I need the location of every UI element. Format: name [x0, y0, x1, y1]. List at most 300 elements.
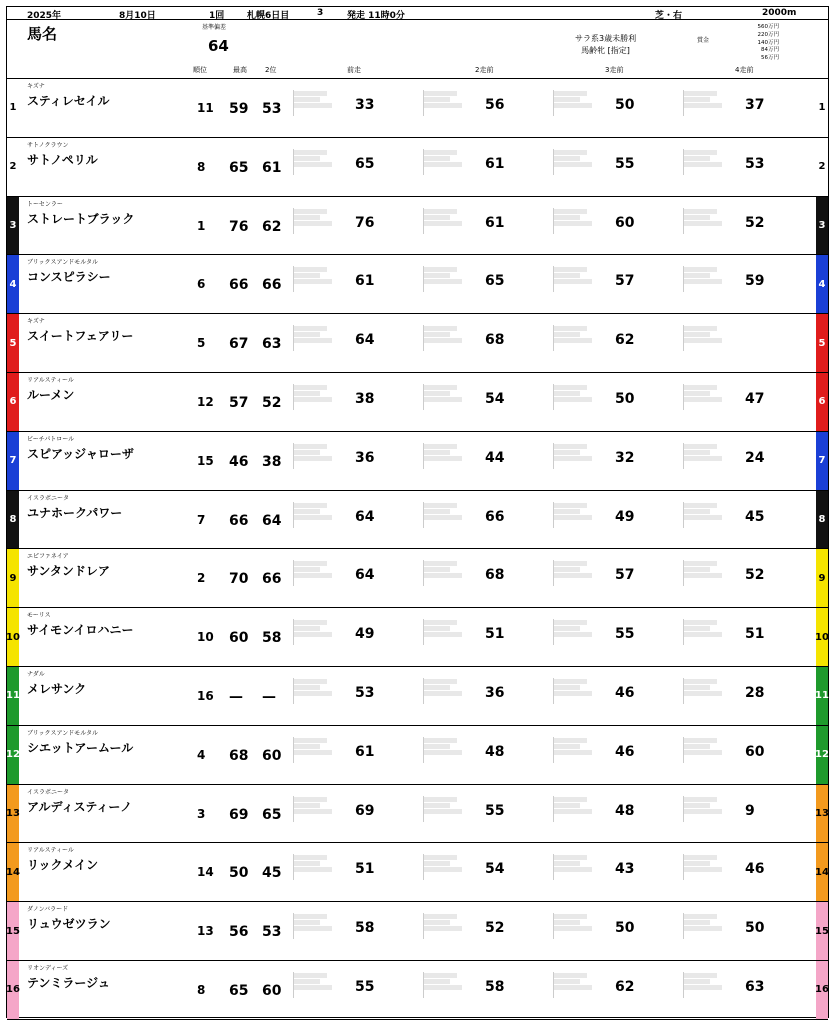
past-race — [291, 963, 421, 1017]
horse-row — [7, 961, 828, 1020]
pace-bars — [553, 678, 601, 704]
past-race — [551, 316, 681, 370]
best-figure: 66 — [229, 512, 249, 529]
speed-figure: 61 — [485, 155, 505, 172]
past-race — [551, 728, 681, 782]
kijun-label: 基準偏差 — [202, 24, 227, 31]
pace-bars — [683, 149, 731, 175]
past-race — [421, 493, 551, 547]
horse-row — [7, 667, 828, 726]
speed-figure: 52 — [745, 214, 765, 231]
speed-figure: 37 — [745, 97, 765, 113]
col-prev1: 前走 — [347, 66, 361, 74]
pace-bars — [553, 913, 601, 939]
past-race — [421, 904, 551, 958]
second-figure: 60 — [262, 983, 282, 999]
pace-bars — [423, 266, 471, 292]
post-number: 12 — [7, 726, 19, 784]
speed-figure: 9 — [745, 802, 755, 819]
speed-figure: 64 — [355, 508, 375, 525]
best-figure: 69 — [229, 806, 249, 823]
best-figure: 76 — [229, 218, 249, 235]
horse-name[interactable]: サンタンドレア — [27, 564, 110, 579]
past-race — [551, 787, 681, 841]
past-race — [681, 199, 811, 253]
sire: ビーチパトロール — [27, 435, 75, 443]
post-number-right: 4 — [816, 255, 828, 313]
pace-bars — [423, 854, 471, 880]
horse-name[interactable]: リックメイン — [27, 858, 99, 873]
past-race — [291, 904, 421, 958]
kijun-value: 64 — [208, 37, 229, 55]
second-figure: 63 — [262, 336, 282, 353]
post-number-right: 7 — [816, 432, 828, 490]
past-race — [681, 551, 811, 605]
past-race — [291, 257, 421, 311]
speed-figure: 52 — [745, 567, 765, 584]
second-figure: 58 — [262, 630, 282, 647]
past-race — [681, 728, 811, 782]
past-race — [291, 728, 421, 782]
past-race — [421, 199, 551, 253]
pace-bars — [553, 619, 601, 645]
post-number-right: 2 — [816, 138, 828, 196]
second-figure: 61 — [262, 159, 282, 176]
sire: リアルスティール — [27, 847, 74, 855]
pace-bars — [553, 149, 601, 175]
speed-figure: 68 — [485, 567, 505, 584]
pace-bars — [293, 619, 341, 645]
race-number: 3 — [317, 8, 324, 18]
sire: サトノクラウン — [27, 141, 69, 149]
pace-bars — [423, 560, 471, 586]
post-number-right: 14 — [816, 843, 828, 901]
speed-figure: 69 — [355, 802, 375, 819]
post-number-right: 15 — [816, 902, 828, 960]
speed-figure: 62 — [615, 332, 635, 349]
post-number-right: 9 — [816, 549, 828, 607]
best-figure: 59 — [229, 101, 249, 117]
sire: キズナ — [27, 83, 45, 90]
horse-row — [7, 79, 828, 138]
rank: 16 — [197, 689, 214, 703]
race-class — [575, 33, 636, 57]
pace-bars — [683, 854, 731, 880]
kai: 1回 — [209, 11, 225, 21]
speed-figure: 64 — [355, 567, 375, 584]
prize-3: 140万円 — [757, 39, 779, 46]
past-race — [291, 140, 421, 194]
sire: ダノンバラード — [27, 906, 69, 914]
past-race — [551, 434, 681, 488]
past-race — [681, 787, 811, 841]
pace-bars — [423, 678, 471, 704]
past-race — [551, 963, 681, 1017]
prize-label: 賞金 — [697, 37, 710, 44]
speed-figure: 55 — [615, 155, 635, 172]
past-race — [551, 375, 681, 429]
pace-bars — [293, 737, 341, 763]
horse-row — [7, 608, 828, 667]
pace-bars — [423, 208, 471, 234]
past-race — [421, 845, 551, 899]
post-number: 9 — [7, 549, 19, 607]
pace-bars — [423, 913, 471, 939]
best-figure: 67 — [229, 336, 249, 353]
speed-figure: 33 — [355, 97, 375, 113]
col-prev4: 4走前 — [735, 66, 754, 74]
pace-bars — [293, 854, 341, 880]
best-figure: 68 — [229, 747, 249, 764]
post-number: 15 — [7, 902, 19, 960]
horse-name[interactable]: テンミラージュ — [27, 976, 110, 990]
pace-bars — [293, 208, 341, 234]
col-second: 2位 — [265, 66, 277, 74]
speed-figure: 63 — [745, 979, 765, 995]
horse-row — [7, 549, 828, 608]
col-prev3: 3走前 — [605, 66, 624, 74]
past-race — [681, 316, 811, 370]
post-number: 10 — [7, 608, 19, 666]
post-number-right: 6 — [816, 373, 828, 431]
past-race — [421, 728, 551, 782]
sire: ナダル — [27, 671, 45, 678]
past-race — [681, 81, 811, 135]
speed-figure: 60 — [615, 214, 635, 231]
past-race — [291, 375, 421, 429]
rank: 4 — [197, 747, 206, 762]
col-prev2: 2走前 — [475, 66, 494, 74]
race-class-text: サラ系3歳未勝利 — [575, 34, 637, 43]
past-race — [421, 610, 551, 664]
past-race — [681, 669, 811, 723]
pace-bars — [683, 208, 731, 234]
speed-figure: 51 — [485, 626, 505, 643]
pace-bars — [293, 325, 341, 351]
second-figure: 62 — [262, 218, 282, 235]
speed-figure: 45 — [745, 508, 765, 525]
post-number-right: 3 — [816, 197, 828, 255]
pace-bars — [553, 972, 601, 998]
rank: 8 — [197, 983, 206, 997]
horse-name[interactable]: リュウゼツラン — [27, 917, 111, 932]
post-number-right: 10 — [816, 608, 828, 666]
rank: 7 — [197, 512, 206, 527]
pace-bars — [423, 443, 471, 469]
pace-bars — [553, 384, 601, 410]
past-race — [551, 493, 681, 547]
past-race — [681, 140, 811, 194]
pace-bars — [423, 619, 471, 645]
pace-bars — [293, 443, 341, 469]
pace-bars — [553, 854, 601, 880]
horse-name[interactable]: コンスピラシー — [27, 270, 111, 285]
date: 8月10日 — [119, 11, 156, 21]
speed-figure: 62 — [615, 979, 635, 995]
speed-figure: 36 — [355, 449, 375, 466]
speed-figure: 49 — [355, 626, 375, 643]
horse-name[interactable]: ルーメン — [27, 388, 75, 402]
post-number: 13 — [7, 785, 19, 843]
horse-row — [7, 902, 828, 961]
pace-bars — [293, 90, 341, 116]
pace-bars — [423, 972, 471, 998]
horse-name[interactable]: スティレセイル — [27, 94, 110, 108]
past-race — [421, 963, 551, 1017]
pace-bars — [553, 90, 601, 116]
past-race — [421, 81, 551, 135]
past-race — [291, 199, 421, 253]
post-number-right: 16 — [816, 961, 828, 1019]
post-number-right: 8 — [816, 491, 828, 549]
past-race — [681, 434, 811, 488]
pace-bars — [293, 678, 341, 704]
pace-bars — [293, 384, 341, 410]
best-figure: 70 — [229, 571, 249, 588]
post-number-right: 1 — [816, 79, 828, 137]
past-race — [291, 316, 421, 370]
title: 馬名 — [27, 25, 58, 43]
speed-figure: 46 — [745, 861, 765, 878]
place-day: 札幌6日目 — [247, 11, 290, 21]
pace-bars — [553, 737, 601, 763]
speed-figure: 56 — [485, 97, 505, 113]
horse-row — [7, 255, 828, 314]
speed-figure: 64 — [355, 332, 375, 349]
horse-row — [7, 197, 828, 256]
past-race — [551, 140, 681, 194]
sire: モーリス — [27, 612, 51, 620]
past-race — [681, 904, 811, 958]
past-race — [551, 610, 681, 664]
best-figure: 65 — [229, 159, 249, 176]
start-time: 発走 11時0分 — [347, 11, 405, 21]
speed-figure: 65 — [355, 155, 375, 172]
distance: 2000m — [762, 8, 797, 18]
past-race — [551, 257, 681, 311]
rank: 11 — [197, 101, 214, 115]
past-race — [551, 551, 681, 605]
second-figure: 52 — [262, 395, 282, 411]
pace-bars — [423, 502, 471, 528]
post-number-right: 11 — [816, 667, 828, 725]
pace-bars — [293, 502, 341, 528]
horse-row — [7, 726, 828, 785]
post-number: 14 — [7, 843, 19, 901]
past-race — [291, 787, 421, 841]
rank: 10 — [197, 630, 214, 645]
sire: リオンディーズ — [27, 965, 69, 972]
pace-bars — [293, 149, 341, 175]
past-race — [291, 845, 421, 899]
past-race — [421, 669, 551, 723]
past-race — [681, 610, 811, 664]
sire: リアルスティール — [27, 377, 74, 384]
pace-bars — [683, 737, 731, 763]
pace-bars — [293, 266, 341, 292]
horse-name[interactable]: アルディスティーノ — [27, 799, 133, 814]
past-race — [551, 904, 681, 958]
speed-figure: 61 — [355, 743, 375, 760]
speed-figure: 60 — [745, 743, 765, 760]
speed-figure: 44 — [485, 449, 505, 466]
course: 芝・右 — [655, 11, 683, 21]
best-figure: 46 — [229, 453, 249, 470]
speed-figure: 54 — [485, 391, 505, 407]
pace-bars — [683, 913, 731, 939]
past-race — [551, 669, 681, 723]
prize-2: 220万円 — [757, 31, 779, 38]
second-figure: 65 — [262, 806, 282, 823]
second-figure: 38 — [262, 453, 282, 470]
horse-name[interactable]: シエットアームール — [27, 740, 134, 755]
horse-row — [7, 138, 828, 197]
past-race — [681, 257, 811, 311]
past-race — [421, 257, 551, 311]
speed-figure: 46 — [615, 743, 635, 760]
prize-list — [719, 24, 779, 63]
best-figure: 57 — [229, 395, 249, 411]
pace-bars — [423, 796, 471, 822]
post-number: 7 — [7, 432, 19, 490]
pace-bars — [683, 796, 731, 822]
horse-name[interactable]: スイートフェアリー — [27, 329, 134, 344]
post-number: 3 — [7, 197, 19, 255]
past-race — [291, 610, 421, 664]
pace-bars — [683, 266, 731, 292]
horse-name[interactable]: ユナホークパワー — [27, 505, 123, 520]
best-figure: — — [229, 689, 243, 705]
sire: ブリックスアンドモルタル — [27, 729, 98, 737]
speed-figure: 66 — [485, 508, 505, 525]
speed-figure: 53 — [355, 685, 375, 701]
rank: 2 — [197, 571, 206, 586]
post-number: 5 — [7, 314, 19, 372]
speed-figure: 55 — [355, 979, 375, 995]
second-figure: 45 — [262, 865, 282, 882]
speed-figure: 57 — [615, 567, 635, 584]
speed-figure: 57 — [615, 273, 635, 290]
speed-figure: 36 — [485, 685, 505, 701]
speed-figure: 46 — [615, 685, 635, 701]
post-number: 6 — [7, 373, 19, 431]
rank: 5 — [197, 336, 206, 351]
second-figure: — — [262, 689, 276, 705]
pace-bars — [553, 796, 601, 822]
past-race — [681, 375, 811, 429]
speed-figure: 47 — [745, 391, 765, 407]
sire: イスラボニータ — [27, 788, 69, 796]
past-race — [291, 434, 421, 488]
horse-name[interactable]: ストレートブラック — [27, 211, 135, 226]
second-figure: 53 — [262, 924, 282, 941]
rank: 6 — [197, 277, 206, 292]
speed-figure: 58 — [355, 920, 375, 937]
speed-figure: 54 — [485, 861, 505, 878]
post-number: 4 — [7, 255, 19, 313]
sire: イスラボニータ — [27, 494, 69, 502]
post-number-right: 12 — [816, 726, 828, 784]
post-number-right: 13 — [816, 785, 828, 843]
past-race — [681, 493, 811, 547]
horse-row — [7, 843, 828, 902]
second-figure: 53 — [262, 101, 282, 117]
sire: キズナ — [27, 318, 45, 326]
pace-bars — [553, 560, 601, 586]
pace-bars — [553, 266, 601, 292]
past-race — [551, 845, 681, 899]
race-header — [7, 7, 828, 79]
horse-name[interactable]: スピアッジャローザ — [27, 446, 134, 461]
post-number: 8 — [7, 491, 19, 549]
prize-4: 84万円 — [761, 47, 779, 54]
speed-figure: 48 — [485, 743, 505, 760]
speed-figure: 53 — [745, 155, 765, 172]
horse-name[interactable]: メレサンク — [27, 682, 87, 696]
pace-bars — [553, 443, 601, 469]
second-figure: 66 — [262, 571, 282, 588]
past-race — [551, 199, 681, 253]
past-race — [421, 434, 551, 488]
pace-bars — [683, 972, 731, 998]
post-number: 1 — [7, 79, 19, 137]
speed-figure: 43 — [615, 861, 635, 878]
race-card — [6, 6, 829, 1018]
rank: 15 — [197, 453, 214, 468]
sire: ブリックスアンドモルタル — [27, 259, 98, 267]
past-race — [681, 963, 811, 1017]
pace-bars — [423, 737, 471, 763]
pace-bars — [423, 90, 471, 116]
race-condition: 馬齢牝 [指定] — [581, 46, 630, 55]
rank: 13 — [197, 924, 214, 939]
speed-figure: 51 — [355, 861, 375, 878]
speed-figure: 50 — [615, 391, 635, 407]
speed-figure: 50 — [615, 97, 635, 113]
col-rank: 順位 — [193, 66, 207, 74]
pace-bars — [683, 90, 731, 116]
pace-bars — [423, 384, 471, 410]
speed-figure: 49 — [615, 508, 635, 525]
past-race — [291, 493, 421, 547]
speed-figure: 61 — [485, 214, 505, 231]
post-number: 11 — [7, 667, 19, 725]
past-race — [291, 669, 421, 723]
horse-name[interactable]: サトノペリル — [27, 152, 98, 167]
speed-figure: 59 — [745, 273, 765, 290]
speed-figure: 76 — [355, 214, 375, 231]
best-figure: 50 — [229, 865, 249, 882]
rank: 14 — [197, 865, 214, 880]
horse-row — [7, 373, 828, 432]
past-race — [421, 375, 551, 429]
speed-figure: 32 — [615, 449, 635, 466]
best-figure: 65 — [229, 983, 249, 999]
speed-figure: 65 — [485, 273, 505, 290]
horse-name[interactable]: サイモンイロハニー — [27, 623, 134, 638]
pace-bars — [683, 619, 731, 645]
speed-figure: 50 — [615, 920, 635, 937]
speed-figure: 48 — [615, 802, 635, 819]
second-figure: 66 — [262, 277, 282, 294]
speed-figure: 50 — [745, 920, 765, 937]
horse-row — [7, 785, 828, 844]
past-race — [291, 551, 421, 605]
best-figure: 66 — [229, 277, 249, 294]
rank: 3 — [197, 806, 206, 821]
past-race — [551, 81, 681, 135]
pace-bars — [553, 325, 601, 351]
